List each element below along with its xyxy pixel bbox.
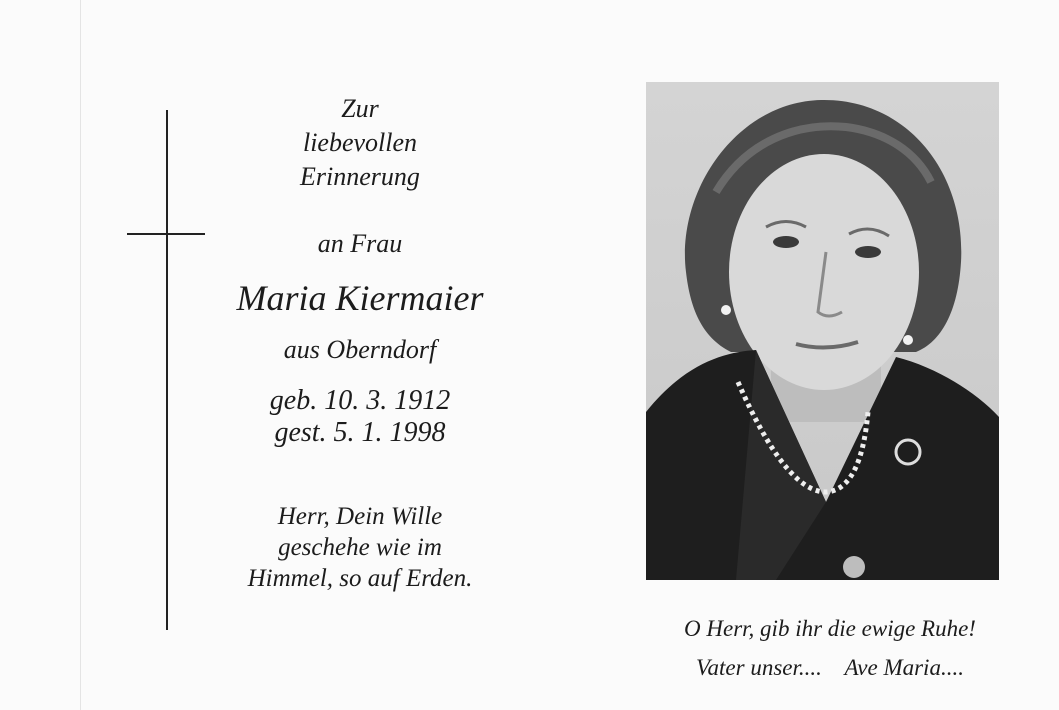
cross-vertical-bar bbox=[166, 110, 168, 630]
origin: aus Oberndorf bbox=[283, 335, 437, 364]
verse-line-1: Herr, Dein Wille bbox=[277, 503, 443, 530]
portrait-illustration bbox=[646, 82, 999, 580]
heading-line-1: Zur bbox=[341, 94, 379, 123]
deceased-name: Maria Kiermaier bbox=[236, 278, 484, 318]
left-earring bbox=[721, 305, 731, 315]
heading-line-2: liebevollen bbox=[302, 128, 418, 157]
salutation: an Frau bbox=[317, 229, 403, 258]
closing-line: Vater unser.... Ave Maria.... bbox=[696, 655, 964, 680]
birth-date: geb. 10. 3. 1912 bbox=[269, 385, 451, 416]
right-earring bbox=[903, 335, 913, 345]
verse-line-2: geschehe wie im bbox=[278, 534, 442, 561]
death-date: gest. 5. 1. 1998 bbox=[274, 417, 446, 448]
cross-horizontal-bar bbox=[127, 233, 205, 235]
verse-line-3: Himmel, so auf Erden. bbox=[247, 565, 473, 592]
fold-line bbox=[80, 0, 81, 710]
prayer-line: O Herr, gib ihr die ewige Ruhe! bbox=[684, 616, 976, 641]
jacket-button bbox=[843, 556, 865, 578]
left-eye bbox=[773, 236, 799, 248]
portrait-photo bbox=[646, 82, 999, 580]
right-eye bbox=[855, 246, 881, 258]
heading-line-3: Erinnerung bbox=[300, 162, 420, 191]
